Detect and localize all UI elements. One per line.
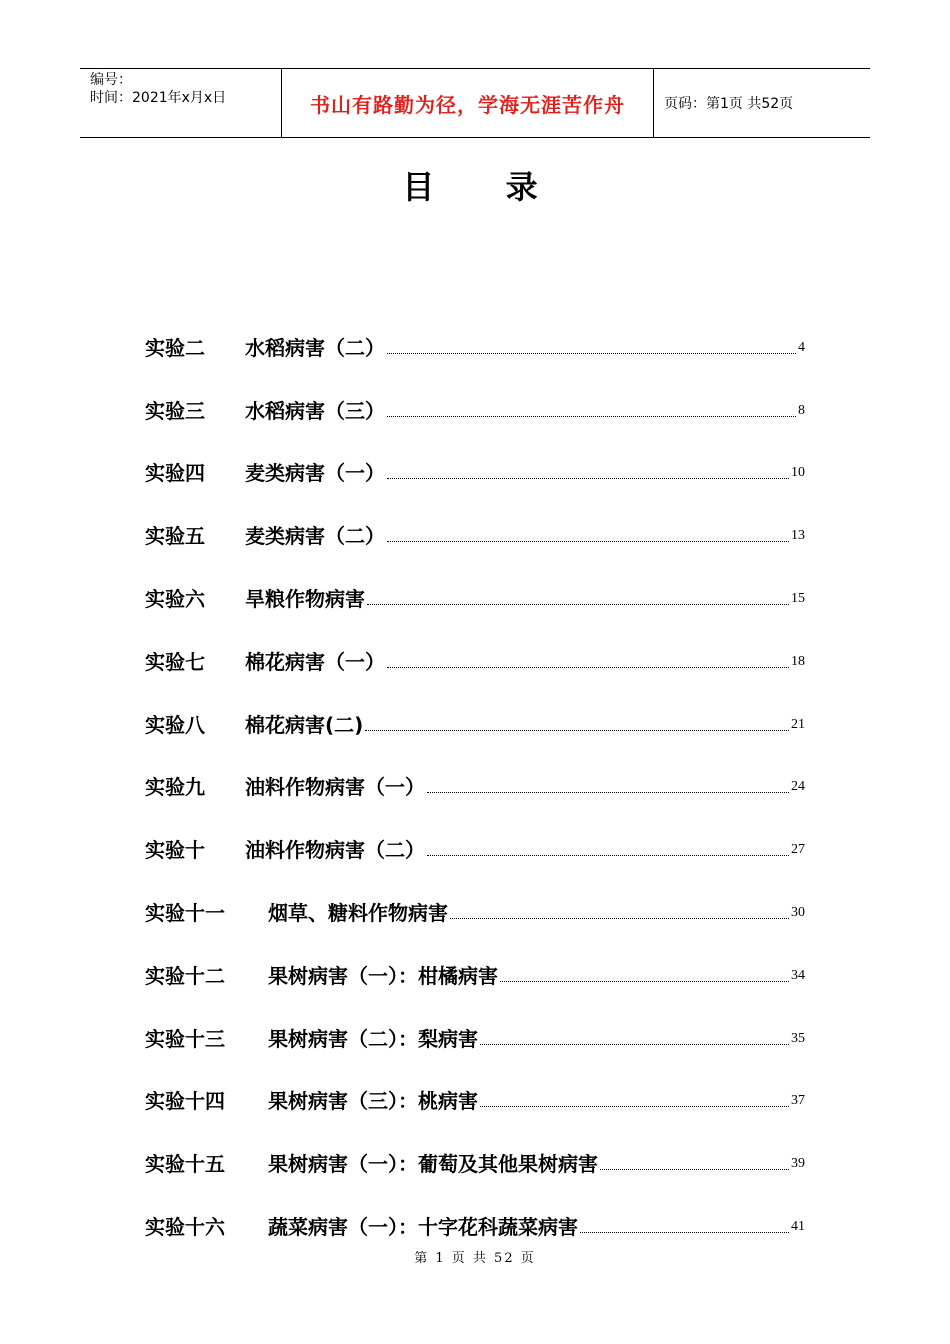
toc-leader-dots xyxy=(387,540,789,542)
toc-leader-dots xyxy=(367,603,789,605)
toc-entry[interactable] xyxy=(145,928,805,991)
toc-entry-number: 实验九 xyxy=(145,775,205,800)
toc-entry-number: 实验七 xyxy=(145,649,205,674)
toc-entry-title: 烟草、糖料作物病害 xyxy=(268,900,448,925)
toc-entry-page: 4 xyxy=(798,339,805,355)
toc-entry-number: 实验四 xyxy=(145,461,205,486)
toc-leader-dots xyxy=(427,854,789,856)
toc-leader-dots xyxy=(387,352,796,354)
toc-leader-dots xyxy=(500,980,789,982)
toc-leader-dots xyxy=(387,415,796,417)
toc-entry-number: 实验八 xyxy=(145,712,205,737)
toc-entry-title: 果树病害（一）：葡萄及其他果树病害 xyxy=(268,1152,598,1177)
toc-entry-page: 8 xyxy=(798,402,805,418)
page-footer: 第 1 页 共 52 页 xyxy=(414,1251,536,1266)
toc-entry-title: 旱粮作物病害 xyxy=(245,586,365,611)
toc-entry-title: 果树病害（一）：柑橘病害 xyxy=(268,963,498,988)
toc-entry-number: 实验五 xyxy=(145,524,205,549)
toc-entry[interactable] xyxy=(145,1054,805,1117)
toc-leader-dots xyxy=(600,1168,789,1170)
motto-text: 书山有路勤为径，学海无涯苦作舟 xyxy=(310,92,625,117)
toc-entry-page: 15 xyxy=(791,590,805,606)
header-motto-cell xyxy=(282,69,654,137)
toc-entry[interactable] xyxy=(145,991,805,1054)
toc-entry[interactable] xyxy=(145,740,805,803)
toc-leader-dots xyxy=(387,477,789,479)
time-label: 时间：2021年x月x日 xyxy=(90,90,227,106)
toc-entry-page: 39 xyxy=(791,1156,805,1172)
toc-leader-dots xyxy=(480,1105,789,1107)
toc-entry-number: 实验十 xyxy=(145,838,205,863)
toc-entry-page: 34 xyxy=(791,967,805,983)
toc-leader-dots xyxy=(450,917,789,919)
toc-entry-title: 麦类病害（二） xyxy=(245,524,385,549)
toc-entry-title: 麦类病害（一） xyxy=(245,461,385,486)
toc-entry[interactable] xyxy=(145,677,805,740)
toc-entry-title: 棉花病害(二) xyxy=(245,712,364,737)
toc-entry-page: 10 xyxy=(791,465,805,481)
header-left-cell xyxy=(80,69,282,137)
toc-entry-title: 水稻病害（二） xyxy=(245,335,385,360)
toc-entry-title: 水稻病害（三） xyxy=(245,398,385,423)
toc-entry-page: 30 xyxy=(791,904,805,920)
toc-entry-title: 棉花病害（一） xyxy=(245,649,385,674)
toc-entry[interactable] xyxy=(145,488,805,551)
toc-entry-page: 27 xyxy=(791,842,805,858)
toc-entry[interactable] xyxy=(145,1179,805,1242)
toc-entry-number: 实验十四 xyxy=(145,1089,225,1114)
toc-entry-page: 37 xyxy=(791,1093,805,1109)
toc-entry[interactable] xyxy=(145,614,805,677)
toc-entry[interactable] xyxy=(145,426,805,489)
toc-entry[interactable] xyxy=(145,802,805,865)
toc-entry-page: 35 xyxy=(791,1030,805,1046)
toc-entry-number: 实验二 xyxy=(145,335,205,360)
toc-entry-number: 实验十三 xyxy=(145,1026,225,1051)
toc-entry-number: 实验六 xyxy=(145,586,205,611)
toc-entry-title: 果树病害（二）：梨病害 xyxy=(268,1026,478,1051)
toc-leader-dots xyxy=(365,729,789,731)
toc-entry-page: 18 xyxy=(791,653,805,669)
toc-leader-dots xyxy=(580,1231,789,1233)
toc-entry-page: 13 xyxy=(791,528,805,544)
toc-entry[interactable] xyxy=(145,865,805,928)
code-label: 编号： xyxy=(90,72,132,88)
toc-entry-number: 实验十二 xyxy=(145,963,225,988)
toc-entry-page: 41 xyxy=(791,1218,805,1234)
toc-entry[interactable] xyxy=(145,300,805,363)
toc-leader-dots xyxy=(387,666,789,668)
toc-entry-page: 24 xyxy=(791,779,805,795)
toc-entry-title: 油料作物病害（二） xyxy=(245,838,425,863)
toc-entry[interactable] xyxy=(145,363,805,426)
page-title: 目 录 xyxy=(402,168,568,206)
toc-entry-title: 蔬菜病害（一）：十字花科蔬菜病害 xyxy=(268,1214,578,1239)
toc-entry-number: 实验十五 xyxy=(145,1152,225,1177)
toc-entry-title: 果树病害（三）：桃病害 xyxy=(268,1089,478,1114)
toc-entry[interactable] xyxy=(145,1116,805,1179)
toc-leader-dots xyxy=(480,1043,789,1045)
header-page-info: 页码：第1页 共52页 xyxy=(664,96,794,112)
toc-entry-number: 实验三 xyxy=(145,398,205,423)
toc-leader-dots xyxy=(427,791,789,793)
toc-entry-number: 实验十一 xyxy=(145,900,225,925)
table-of-contents xyxy=(145,300,805,1242)
toc-entry-title: 油料作物病害（一） xyxy=(245,775,425,800)
toc-entry-page: 21 xyxy=(791,716,805,732)
toc-entry-number: 实验十六 xyxy=(145,1214,225,1239)
toc-entry[interactable] xyxy=(145,551,805,614)
page-header xyxy=(80,68,870,138)
